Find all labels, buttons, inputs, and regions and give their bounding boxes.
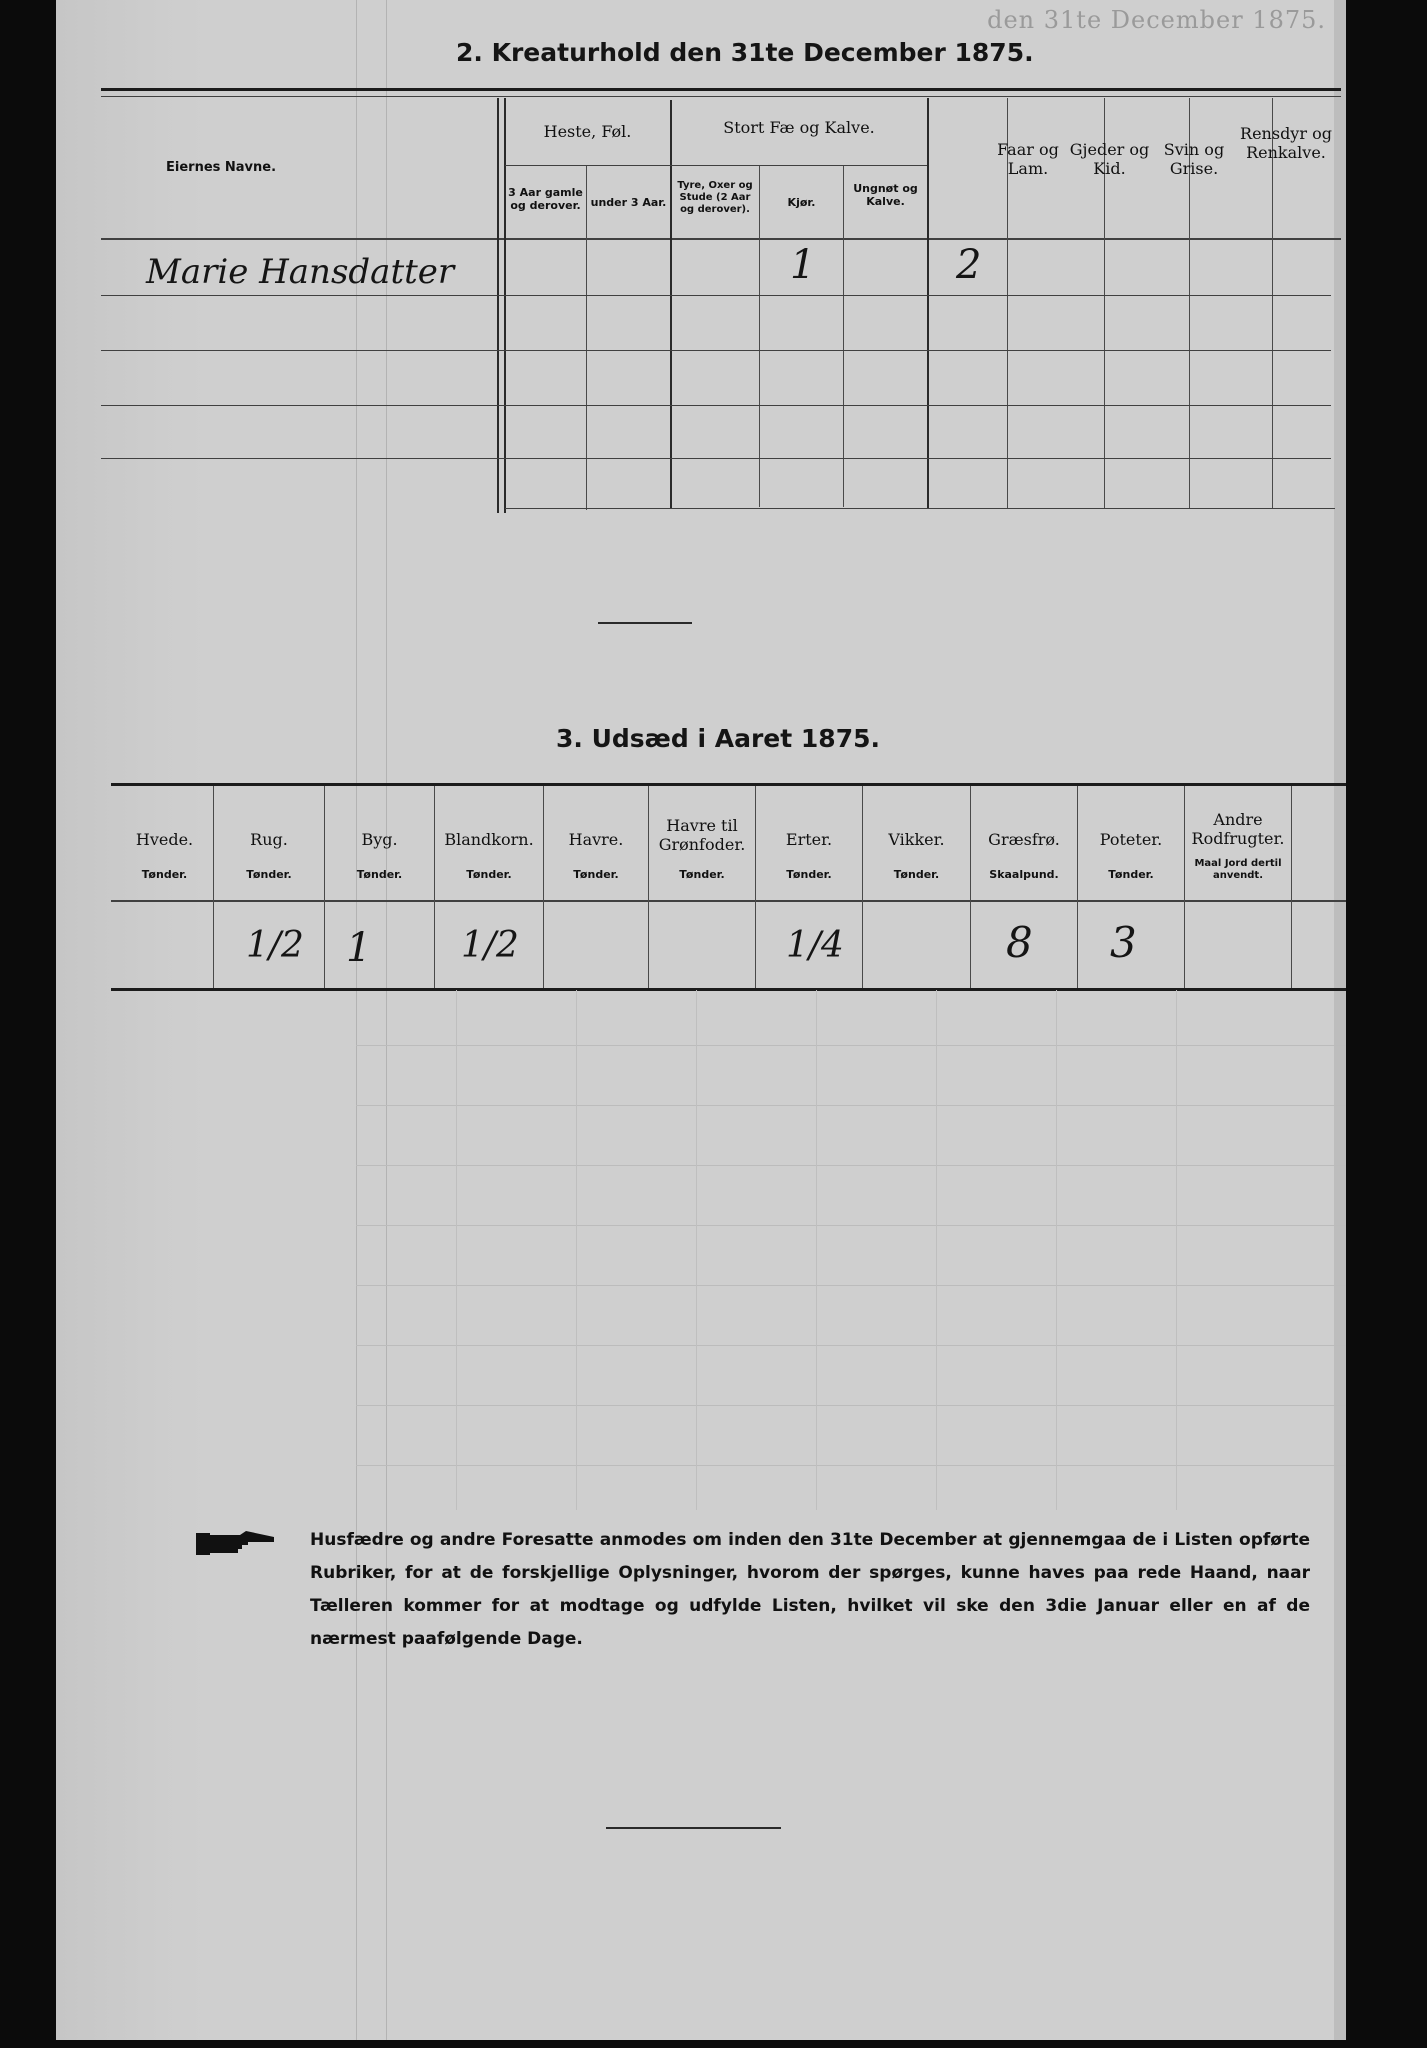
seed-col-peas: Erter.	[785, 830, 833, 849]
cows-entry: 1	[790, 242, 816, 288]
seed-col-oats-fodder: Havre til Grønfoder.	[658, 816, 746, 855]
seed-col-oats: Havre.	[568, 830, 624, 849]
seed-unit-grass-seed: Skaalpund.	[989, 868, 1059, 881]
seed-unit-vetch: Tønder.	[893, 868, 940, 881]
faint-ruling	[576, 990, 577, 1510]
table3-divider	[755, 786, 756, 988]
faint-ruling	[936, 990, 937, 1510]
page-edge	[1334, 0, 1346, 2040]
table3-top-rule	[111, 783, 1346, 786]
seed-col-grass-seed: Græsfrø.	[988, 830, 1060, 849]
seed-unit-potatoes: Tønder.	[1108, 868, 1154, 881]
faint-ruling	[356, 1405, 1346, 1406]
seed-col-potatoes: Poteter.	[1099, 830, 1163, 849]
table2-header-bottom-rule	[101, 238, 1341, 240]
seed-col-other-roots: Andre Rodfrugter.	[1191, 810, 1285, 849]
table3-divider	[324, 786, 325, 988]
table2-top-rule-thin	[101, 96, 1341, 97]
col-sheep: Faar og Lam.	[997, 140, 1059, 179]
table2-row-rule	[101, 295, 1331, 296]
faint-margin-line	[386, 0, 387, 2040]
seed-unit-other-roots: Maal Jord dertil anvendt.	[1194, 858, 1282, 881]
seed-col-rye: Rug.	[250, 830, 288, 849]
table2-divider	[843, 165, 844, 507]
table2-row-rule	[101, 405, 1331, 406]
closing-separator	[606, 1827, 781, 1829]
col-young-cattle: Ungnøt og Kalve.	[853, 182, 918, 209]
faint-ruling	[816, 990, 817, 1510]
table2-top-rule	[101, 88, 1341, 91]
pointing-hand-icon	[196, 1529, 276, 1559]
col-pigs: Svin og Grise.	[1163, 140, 1225, 179]
potatoes-entry: 3	[1110, 918, 1137, 967]
seed-col-mixed-grain: Blandkorn.	[444, 830, 534, 849]
col-cows: Kjør.	[787, 196, 816, 209]
rye-entry: 1/2	[246, 925, 304, 966]
seed-unit-rye: Tønder.	[246, 868, 292, 881]
seed-unit-oats: Tønder.	[573, 868, 619, 881]
faint-ruling	[356, 1045, 1346, 1046]
seed-unit-peas: Tønder.	[786, 868, 832, 881]
owner-name-header: Eiernes Navne.	[166, 160, 277, 175]
col-bulls-oxen: Tyre, Oxer og Stude (2 Aar og derover).	[677, 180, 753, 215]
table2-row-rule	[101, 350, 1331, 351]
census-page	[56, 0, 1346, 2040]
table2-divider	[504, 98, 506, 513]
seed-unit-oats-fodder: Tønder.	[679, 868, 725, 881]
table3-divider	[862, 786, 863, 988]
table3-divider	[213, 786, 214, 988]
table3-divider	[543, 786, 544, 988]
table2-group-rule	[505, 165, 927, 166]
faint-ruling	[356, 1225, 1346, 1226]
table3-divider	[970, 786, 971, 988]
barley-entry: 1	[346, 925, 372, 971]
owner-name-entry: Marie Hansdatter	[146, 252, 455, 292]
faint-ruling	[356, 1285, 1346, 1286]
col-horses-3-years: 3 Aar gamle og derover.	[508, 186, 583, 213]
group-header-horses: Heste, Føl.	[543, 122, 632, 141]
table2-divider	[670, 100, 672, 508]
section3-title: 3. Udsæd i Aaret 1875.	[556, 724, 880, 753]
faint-ruling	[356, 1465, 1346, 1466]
faint-ruling	[356, 1345, 1346, 1346]
col-horses-under-3: under 3 Aar.	[590, 196, 667, 209]
table2-row-rule	[101, 458, 1331, 459]
table2-divider	[927, 98, 929, 508]
faint-ruling	[356, 1165, 1346, 1166]
bleed-through-margin	[56, 0, 206, 2040]
faint-ruling	[1056, 990, 1057, 1510]
seed-col-vetch: Vikker.	[888, 830, 945, 849]
instruction-notice: Husfædre og andre Foresatte anmodes om inden den 31te December at gjennemgaa de i Listen opførte Rubriker, for at de forskjellige Oplysninger, hvorom der spørges, kunne haves paa rede Haand, naar Tælleren kommer for at modtage og udfylde Listen, hvilket vil ske den 3die Januar eller en af de nærmest paafølgende Dage.	[310, 1530, 1310, 1649]
table3-divider	[1077, 786, 1078, 988]
grass-seed-entry: 8	[1006, 918, 1033, 967]
table2-divider	[759, 165, 760, 507]
table2-bottom-rule	[505, 508, 1335, 509]
section-separator	[598, 622, 692, 624]
peas-entry: 1/4	[786, 925, 844, 966]
seed-unit-barley: Tønder.	[356, 868, 403, 881]
faint-ruling	[1176, 990, 1177, 1510]
section2-title: 2. Kreaturhold den 31te December 1875.	[456, 38, 1034, 67]
faint-margin-line	[356, 0, 357, 2040]
col-goats: Gjeder og Kid.	[1069, 140, 1150, 179]
col-reindeer: Rensdyr og Renkalve.	[1240, 124, 1332, 163]
group-header-cattle: Stort Fæ og Kalve.	[723, 118, 875, 137]
faint-ruling	[456, 990, 457, 1510]
faint-running-header: den 31te December 1875.	[987, 6, 1326, 34]
table2-divider	[497, 98, 499, 513]
seed-col-wheat: Hvede.	[135, 830, 194, 849]
faint-ruling	[356, 1105, 1346, 1106]
table3-divider	[434, 786, 435, 988]
table3-header-bottom-rule	[111, 900, 1346, 902]
seed-unit-wheat: Tønder.	[141, 868, 188, 881]
faint-ruling	[696, 990, 697, 1510]
sheep-entry: 2	[956, 242, 982, 288]
table3-divider	[1291, 786, 1292, 988]
seed-unit-mixed-grain: Tønder.	[466, 868, 512, 881]
mixed-grain-entry: 1/2	[461, 925, 519, 966]
table3-bottom-rule	[111, 988, 1346, 991]
seed-col-barley: Byg.	[361, 830, 398, 849]
